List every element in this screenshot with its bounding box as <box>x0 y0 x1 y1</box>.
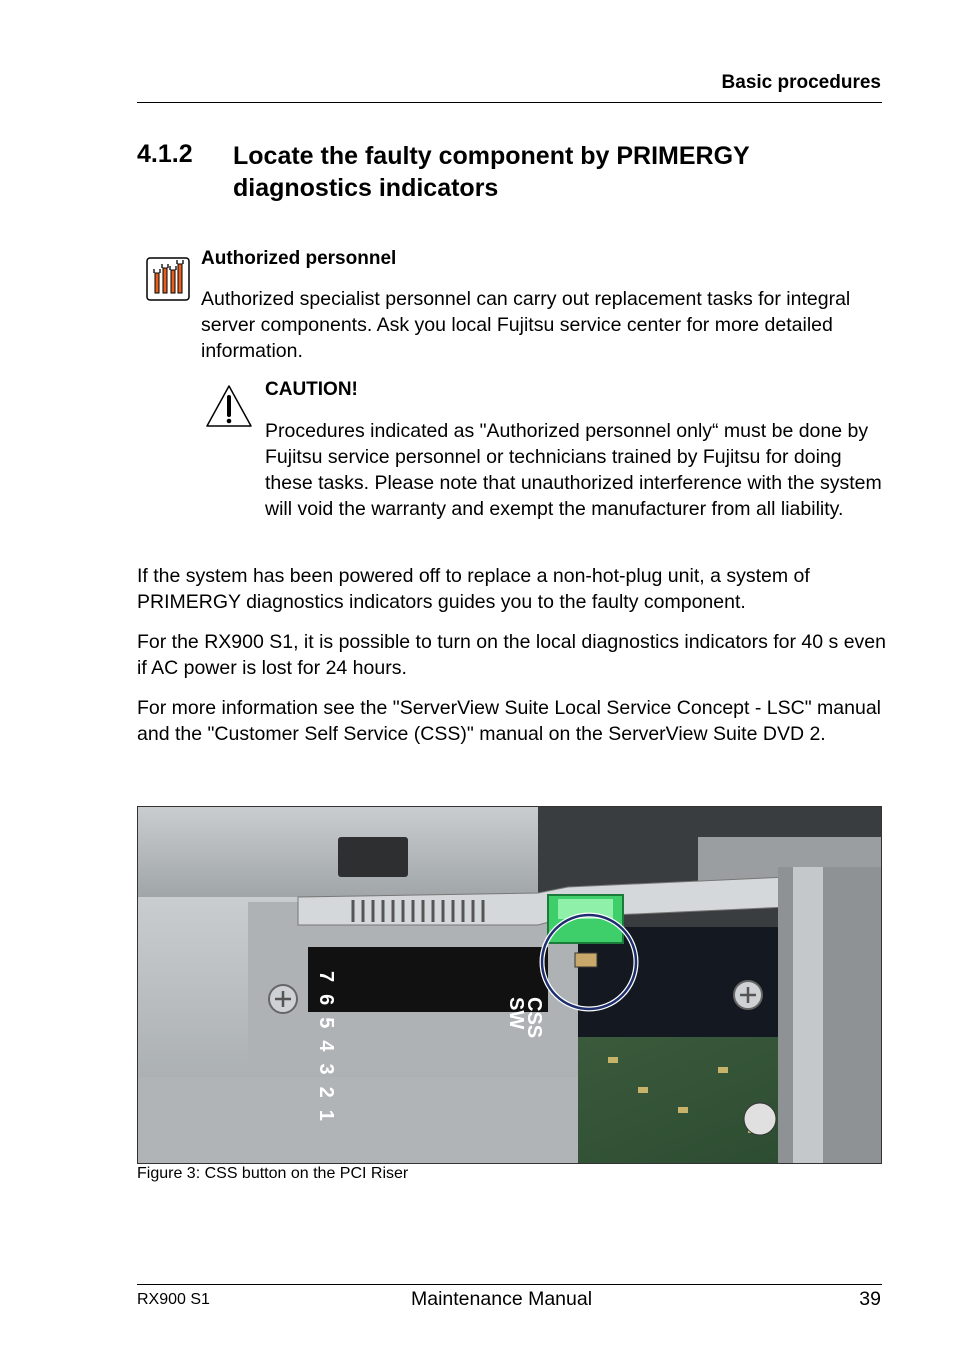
figure-label-sw: SW <box>505 997 527 1030</box>
section-title: Locate the faulty component by PRIMERGY diagnostics indicators <box>233 142 750 202</box>
caution-icon <box>204 383 254 429</box>
footer-rule <box>137 1284 882 1285</box>
figure-label-css: CSS <box>523 997 545 1039</box>
figure-label-digits: 7654321 <box>315 971 337 1133</box>
header-rule <box>137 102 882 103</box>
paragraph-1: If the system has been powered off to replace a non-hot-plug unit, a system of PRIMERGY diagnostics indicators guides you to the faulty component. <box>137 565 810 613</box>
authorized-body: Authorized specialist personnel can carry out replacement tasks for integral server components. Ask you local Fujitsu service center for more detailed information. <box>201 288 851 362</box>
page-number: 39 <box>859 1288 881 1310</box>
paragraph-3: For more information see the "ServerView Suite Local Service Concept - LSC" manual and the "Customer Self Service (CSS)" manual on the ServerView Suite DVD 2. <box>137 697 881 745</box>
footer-model: RX900 S1 <box>137 1291 210 1308</box>
caution-body: Procedures indicated as "Authorized personnel only“ must be done by Fujitsu service personnel or technicians trained by Fujitsu for doing these tasks. Please note that unauthorized interference with the system will void the warranty and exempt the manufacturer from all liability. <box>265 420 882 520</box>
running-header: Basic procedures <box>721 72 881 93</box>
figure-css-button-photo <box>137 806 882 1164</box>
authorized-heading: Authorized personnel <box>201 248 397 269</box>
footer-manual-title: Maintenance Manual <box>411 1288 593 1310</box>
authorized-personnel-icon <box>146 257 190 301</box>
figure-caption: Figure 3: CSS button on the PCI Riser <box>137 1165 409 1182</box>
paragraph-2: For the RX900 S1, it is possible to turn on the local diagnostics indicators for 40 s even if AC power is lost for 24 hours. <box>137 631 886 679</box>
caution-heading: CAUTION! <box>265 379 358 400</box>
section-number: 4.1.2 <box>137 140 193 168</box>
